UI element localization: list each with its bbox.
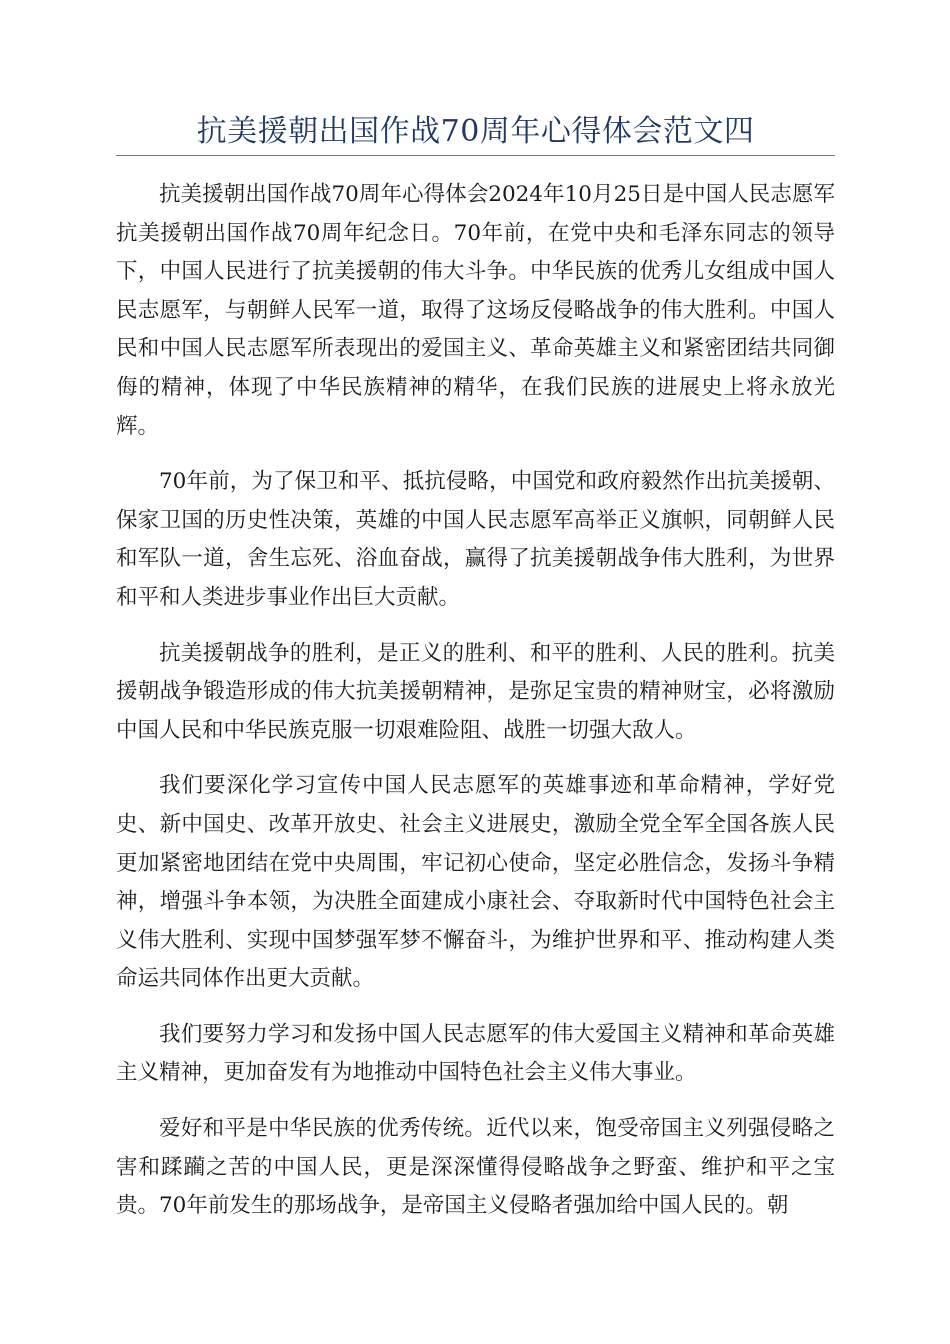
paragraph-2: 70年前，为了保卫和平、抵抗侵略，中国党和政府毅然作出抗美援朝、保家卫国的历史性决策，英雄的中国人民志愿军高举正义旗帜，同朝鲜人民和军队一道，舍生忘死、浴血奋战，赢得了抗美援朝战争伟大胜利，为世界和平和人类进步事业作出巨大贡献。 (116, 469, 835, 610)
paragraph-6: 爱好和平是中华民族的优秀传统。近代以来，饱受帝国主义列强侵略之害和蹂躏之苦的中国人民，更是深深懂得侵略战争之野蛮、维护和平之宝贵。70年前发生的那场战争，是帝国主义侵略者强加给中国人民的。朝 (116, 1116, 835, 1219)
document-body (116, 176, 835, 1243)
paragraph-5: 我们要努力学习和发扬中国人民志愿军的伟大爱国主义精神和革命英雄主义精神，更加奋发有为地推动中国特色社会主义伟大事业。 (116, 1021, 835, 1086)
paragraph-4: 我们要深化学习宣传中国人民志愿军的英雄事迹和革命精神，学好党史、新中国史、改革开放史、社会主义进展史，激励全党全军全国各族人民更加紧密地团结在党中央周围，牢记初心使命，坚定必胜信念，发扬斗争精神，增强斗争本领，为决胜全面建成小康社会、夺取新时代中国特色社会主义伟大胜利、实现中国梦强军梦不懈奋斗，为维护世界和平、推动构建人类命运共同体作出更大贡献。 (116, 773, 835, 992)
title-underline-divider (116, 155, 835, 156)
document-title: 抗美援朝出国作战70周年心得体会范文四 (196, 114, 755, 149)
paragraph-3: 抗美援朝战争的胜利，是正义的胜利、和平的胜利、人民的胜利。抗美援朝战争锻造形成的伟大抗美援朝精神，是弥足宝贵的精神财宝，必将激励中国人民和中华民族克服一切艰难险阻、战胜一切强大敌人。 (116, 640, 835, 743)
paragraph-1: 抗美援朝出国作战70周年心得体会2024年10月25日是中国人民志愿军抗美援朝出国作战70周年纪念日。70年前，在党中央和毛泽东同志的领导下，中国人民进行了抗美援朝的伟大斗争。中华民族的优秀儿女组成中国人民志愿军，与朝鲜人民军一道，取得了这场反侵略战争的伟大胜利。中国人民和中国人民志愿军所表现出的爱国主义、革命英雄主义和紧密团结共同御侮的精神，体现了中华民族精神的精华，在我们民族的进展史上将永放光辉。 (116, 182, 835, 439)
